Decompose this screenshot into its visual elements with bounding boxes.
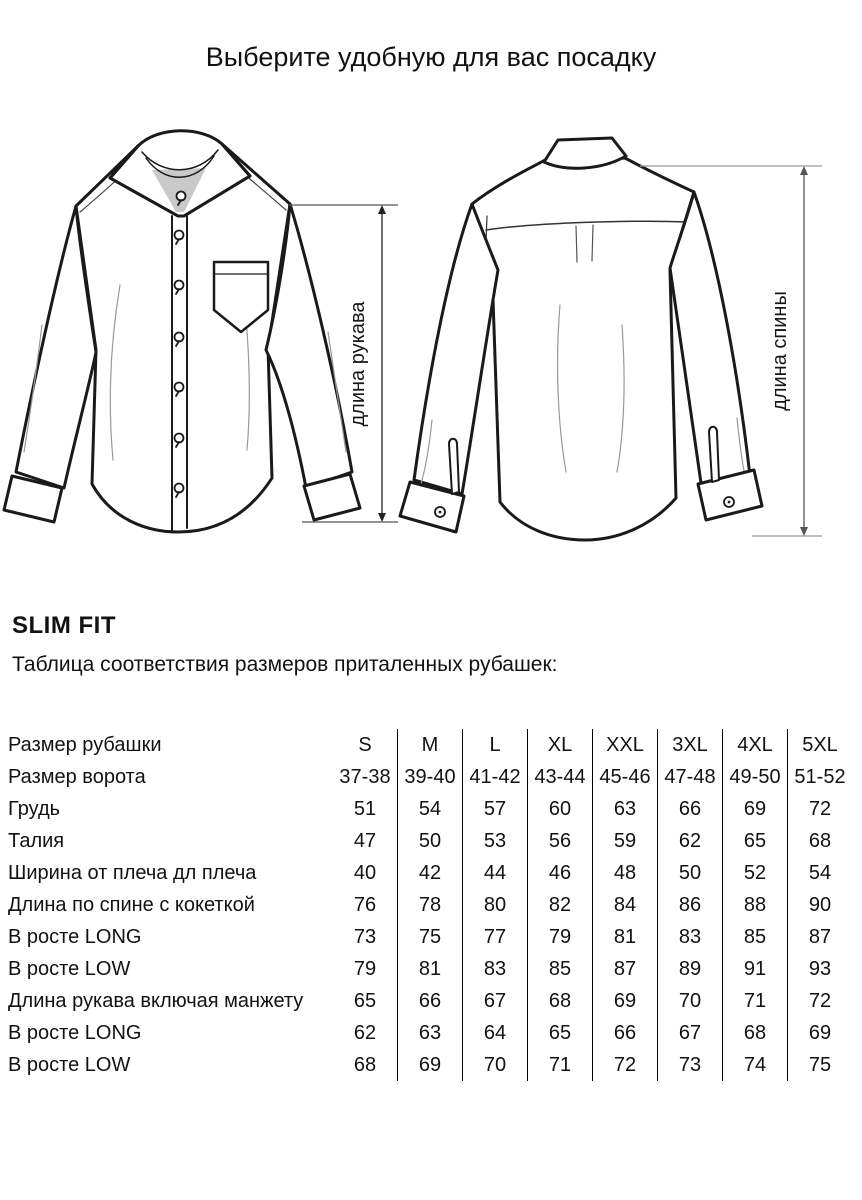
size-cell: 81 [398, 953, 463, 985]
table-row [8, 761, 852, 793]
size-cell: 51-52 [788, 761, 853, 793]
size-cell: 64 [463, 1017, 528, 1049]
size-cell: 66 [658, 793, 723, 825]
size-cell: 65 [528, 1017, 593, 1049]
row-label: В росте LONG [8, 925, 142, 948]
size-cell: 63 [593, 793, 658, 825]
size-cell: 57 [463, 793, 528, 825]
size-cell: 66 [398, 985, 463, 1017]
size-cell: 89 [658, 953, 723, 985]
size-cell: 72 [788, 793, 853, 825]
size-cell: 40 [353, 861, 377, 884]
size-cell: 59 [593, 825, 658, 857]
size-cell: 85 [528, 953, 593, 985]
size-cell: 44 [463, 857, 528, 889]
size-cell: 81 [593, 921, 658, 953]
size-cell: 90 [788, 889, 853, 921]
size-cell: 82 [528, 889, 593, 921]
size-cell: 62 [658, 825, 723, 857]
size-cell: 91 [723, 953, 788, 985]
shirt-diagram [0, 120, 862, 600]
size-cell: 4XL [723, 729, 788, 761]
row-label: Ширина от плеча дл плеча [8, 861, 257, 884]
size-cell: S [358, 733, 372, 756]
size-cell: 68 [353, 1053, 377, 1076]
size-cell: 69 [788, 1017, 853, 1049]
table-row [8, 921, 852, 953]
size-cell: 62 [353, 1021, 377, 1044]
size-cell: 69 [723, 793, 788, 825]
size-cell: 69 [398, 1049, 463, 1081]
table-row [8, 889, 852, 921]
size-cell: 76 [353, 893, 377, 916]
size-cell: 86 [658, 889, 723, 921]
size-cell: 69 [593, 985, 658, 1017]
size-cell: 56 [528, 825, 593, 857]
size-cell: XL [528, 729, 593, 761]
size-cell: 37-38 [339, 765, 391, 788]
size-cell: 72 [593, 1049, 658, 1081]
table-row [8, 1017, 852, 1049]
size-cell: 63 [398, 1017, 463, 1049]
size-cell: 84 [593, 889, 658, 921]
size-cell: 42 [398, 857, 463, 889]
table-row [8, 857, 852, 889]
table-row [8, 953, 852, 985]
size-cell: 71 [528, 1049, 593, 1081]
row-label: В росте LOW [8, 957, 131, 980]
size-cell: 41-42 [463, 761, 528, 793]
size-cell: 47 [353, 829, 377, 852]
size-cell: 60 [528, 793, 593, 825]
table-row [8, 729, 852, 761]
size-cell: 45-46 [593, 761, 658, 793]
row-label: Размер рубашки [8, 733, 162, 756]
size-cell: M [398, 729, 463, 761]
row-label: Длина рукава включая манжету [8, 989, 304, 1012]
size-cell: 52 [723, 857, 788, 889]
shirt-back-illustration [400, 138, 762, 540]
row-label: Размер ворота [8, 765, 146, 788]
size-cell: 5XL [788, 729, 853, 761]
size-cell: 68 [723, 1017, 788, 1049]
size-cell: 71 [723, 985, 788, 1017]
table-row [8, 1049, 852, 1081]
size-cell: 49-50 [723, 761, 788, 793]
size-cell: 75 [788, 1049, 853, 1081]
size-cell: 88 [723, 889, 788, 921]
size-cell: 74 [723, 1049, 788, 1081]
size-cell: 67 [658, 1017, 723, 1049]
size-cell: 48 [593, 857, 658, 889]
fit-heading: SLIM FIT [12, 612, 116, 639]
size-cell: 50 [398, 825, 463, 857]
size-table [8, 729, 852, 1081]
size-cell: 79 [353, 957, 377, 980]
row-label: Талия [8, 829, 65, 852]
row-label: Длина по спине с кокеткой [8, 893, 255, 916]
table-row [8, 793, 852, 825]
size-cell: 51 [353, 797, 377, 820]
size-cell: 87 [788, 921, 853, 953]
size-cell: 93 [788, 953, 853, 985]
size-cell: 67 [463, 985, 528, 1017]
table-row [8, 985, 852, 1017]
shirt-front-illustration [4, 131, 360, 532]
size-cell: 46 [528, 857, 593, 889]
size-cell: 54 [398, 793, 463, 825]
size-cell: 68 [528, 985, 593, 1017]
size-cell: XXL [593, 729, 658, 761]
sleeve-length-label: длина рукава [347, 301, 369, 427]
size-cell: 68 [788, 825, 853, 857]
size-cell: 72 [788, 985, 853, 1017]
size-cell: 75 [398, 921, 463, 953]
size-cell: 47-48 [658, 761, 723, 793]
size-cell: 70 [463, 1049, 528, 1081]
size-cell: 50 [658, 857, 723, 889]
size-cell: 79 [528, 921, 593, 953]
size-cell: 43-44 [528, 761, 593, 793]
table-row [8, 825, 852, 857]
size-cell: 73 [353, 925, 377, 948]
size-cell: 39-40 [398, 761, 463, 793]
size-cell: 65 [353, 989, 377, 1012]
row-label: Грудь [8, 797, 61, 820]
size-cell: 77 [463, 921, 528, 953]
size-cell: 65 [723, 825, 788, 857]
size-cell: 80 [463, 889, 528, 921]
row-label: В росте LONG [8, 1021, 142, 1044]
back-length-label: длина спины [769, 291, 791, 411]
size-cell: 85 [723, 921, 788, 953]
size-cell: 66 [593, 1017, 658, 1049]
row-label: В росте LOW [8, 1053, 131, 1076]
size-cell: 83 [658, 921, 723, 953]
size-cell: 54 [788, 857, 853, 889]
size-cell: 3XL [658, 729, 723, 761]
size-cell: 73 [658, 1049, 723, 1081]
size-cell: L [463, 729, 528, 761]
size-cell: 70 [658, 985, 723, 1017]
size-cell: 87 [593, 953, 658, 985]
size-cell: 83 [463, 953, 528, 985]
page-title: Выберите удобную для вас посадку [205, 42, 657, 72]
size-cell: 78 [398, 889, 463, 921]
size-cell: 53 [463, 825, 528, 857]
table-caption: Таблица соответствия размеров приталенных рубашек: [12, 653, 558, 676]
